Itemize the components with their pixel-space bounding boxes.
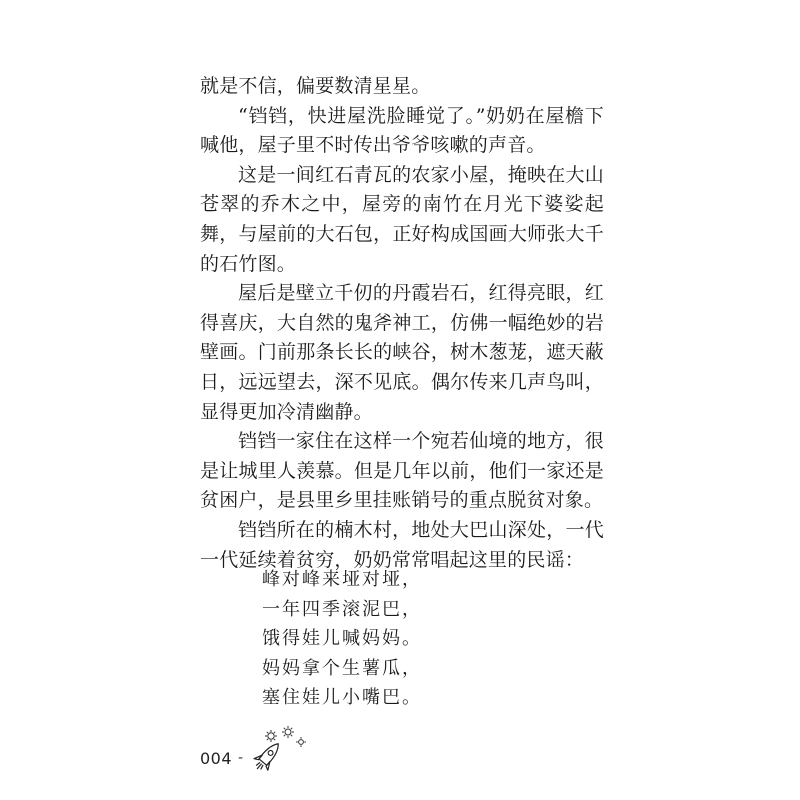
verse-line: 塞住娃儿小嘴巴。 xyxy=(262,687,422,708)
paragraph: “铛铛，快进屋洗脸睡觉了。”奶奶在屋檐下喊他，屋子里不时传出爷爷咳嗽的声音。 xyxy=(200,104,604,157)
verse-line: 一年四季滚泥巴， xyxy=(262,598,422,620)
paragraph: 这是一间红石青瓦的农家小屋，掩映在大山苍翠的乔木之中，屋旁的南竹在月光下婆娑起舞，与屋前的大石包，正好构成国画大师张大千的石竹图。 xyxy=(200,163,604,275)
paragraph: 铛铛所在的楠木村，地处大巴山深处，一代一代延续着贫穷，奶奶常常唱起这里的民谣： xyxy=(200,518,604,571)
folk-song-verse xyxy=(262,565,462,713)
verse-line: 妈妈拿个生薯瓜， xyxy=(262,657,422,679)
paragraph: 铛铛一家住在这样一个宛若仙境的地方，很是让城里人羡慕。但是几年以前，他们一家还是贫困户，是县里乡里挂账销号的重点脱贫对象。 xyxy=(200,430,604,512)
verse-line: 饿得娃儿喊妈妈。 xyxy=(262,628,422,649)
page-number: 004 xyxy=(200,748,233,768)
page-footer xyxy=(200,738,243,778)
paragraph-continuation: 就是不信，偏要数清星星。 xyxy=(200,75,431,97)
rocket-with-stars-icon xyxy=(246,724,316,778)
verse-line: 峰对峰来垭对垭， xyxy=(262,569,422,590)
page-number-separator: - xyxy=(238,750,244,766)
body-text xyxy=(200,72,604,575)
paragraph: 屋后是壁立千仞的丹霞岩石，红得亮眼，红得喜庆，大自然的鬼斧神工，仿佛一幅绝妙的岩壁画。门前那条长长的峡谷，树木葱茏，遮天蔽日，远远望去，深不见底。偶尔传来几声鸟叫，显得更加冷清幽静。 xyxy=(200,282,604,423)
